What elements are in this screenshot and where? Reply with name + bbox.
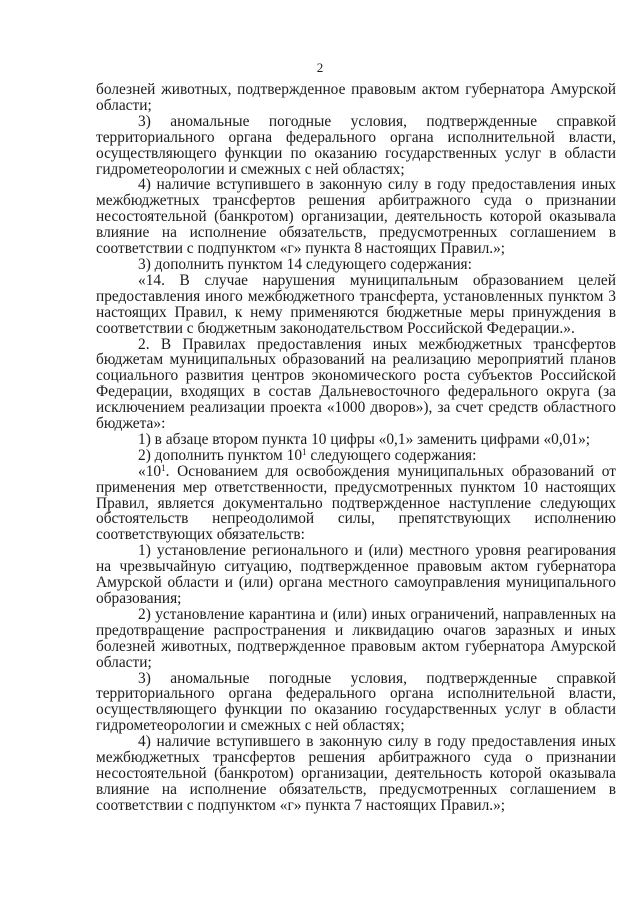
- paragraph-text: . Основанием для освобождения муниципальных образований от применения мер ответственности, предусмотренных пунктом 10 настоящих Правил, является документально подтвержденное наступление следующих обстоятельств непреодолимой силы, препятствующих исполнению соответствующих обязательств:: [96, 462, 616, 544]
- paragraph: [96, 448, 616, 464]
- paragraph: болезней животных, подтвержденное правовым актом губернатора Амурской области;: [96, 81, 616, 114]
- paragraph-text: следующего содержания:: [306, 446, 477, 464]
- paragraph: 1) установление регионального и (или) местного уровня реагирования на чрезвычайную ситуацию, подтвержденное правовым актом губернатора Амурской области и (или) органа местного самоуправления муниципального образования;: [96, 542, 616, 607]
- paragraph: 1) в абзаце втором пункта 10 цифры «0,1» заменить цифрами «0,01»;: [138, 430, 591, 448]
- page-number: 2: [316, 60, 324, 75]
- superscript: 1: [302, 446, 307, 457]
- paragraph: 3) аномальные погодные условия, подтвержденные справкой территориального органа федерального органа исполнительной власти, осуществляющего функции по оказанию государственных услуг в области гидрометеорологии и смежных с ней областях;: [96, 669, 616, 735]
- paragraph-text: «10: [138, 462, 162, 480]
- paragraph-text: 2) дополнить пунктом 10: [138, 446, 303, 464]
- paragraph: 4) наличие вступившего в законную силу в году предоставления иных межбюджетных трансфертов решения арбитражного суда о признании несостоятельной (банкротом) организации, деятельность которой оказывала влияние на исполнение обязательств, предусмотренных соглашением в соответствии с подпунктом «г» пункта 8 настоящих Правил.»;: [96, 176, 616, 258]
- paragraph: 2. В Правилах предоставления иных межбюджетных трансфертов бюджетам муниципальных образований на реализацию мероприятий планов социального развития центров экономического роста субъектов Российской Федерации, входящих в состав Дальневосточного федерального округа (за исключением реализации проекта «1000 дворов»), за счет средств областного бюджета»:: [96, 335, 616, 433]
- paragraph: 4) наличие вступившего в законную силу в году предоставления иных межбюджетных трансфертов решения арбитражного суда о признании несостоятельной (банкротом) организации, деятельность которой оказывала влияние на исполнение обязательств, предусмотренных соглашением в соответствии с подпунктом «г» пункта 7 настоящих Правил.»;: [96, 733, 616, 814]
- paragraph: 2) установление карантина и (или) иных ограничений, направленных на предотвращение распространения и ликвидацию очагов заразных и иных болезней животных, подтвержденное правовым актом губернатора Амурской области;: [96, 605, 616, 671]
- paragraph: [96, 464, 616, 544]
- paragraph: 3) дополнить пунктом 14 следующего содержания:: [138, 255, 472, 273]
- document-body: [96, 82, 616, 814]
- superscript: 1: [161, 462, 166, 473]
- paragraph: 3) аномальные погодные условия, подтвержденные справкой территориального органа федерального органа исполнительной власти, осуществляющего функции по оказанию государственных услуг в области гидрометеорологии и смежных с ней областях;: [96, 112, 616, 178]
- paragraph: «14. В случае нарушения муниципальным образованием целей предоставления иного межбюджетного трансферта, установленных пунктом 3 настоящих Правил, к нему применяются бюджетные меры принуждения в соответствии с бюджетным законодательством Российской Федерации.».: [96, 271, 616, 337]
